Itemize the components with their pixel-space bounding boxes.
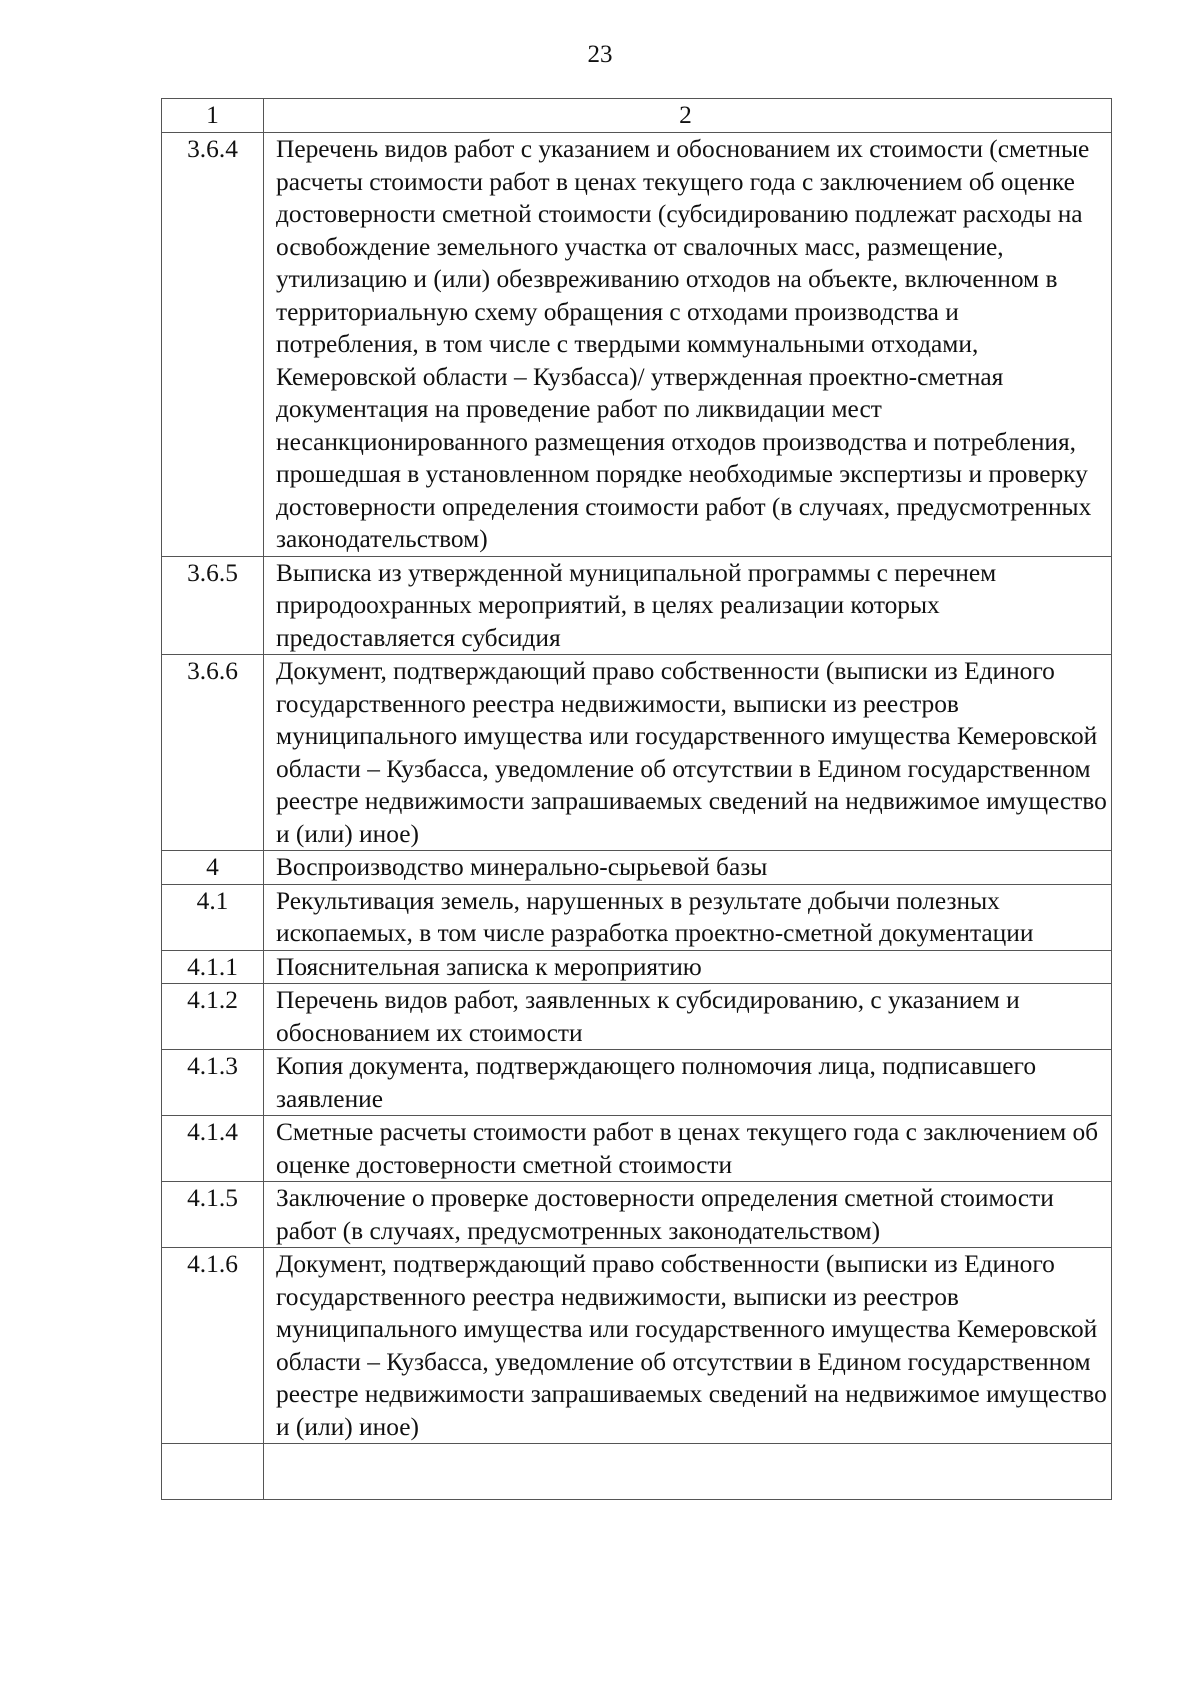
row-text: Воспроизводство минерально-сырьевой базы xyxy=(264,851,1112,885)
row-number: 4 xyxy=(162,851,264,885)
row-number: 4.1.4 xyxy=(162,1116,264,1182)
table-row xyxy=(162,950,1112,984)
row-number: 4.1.6 xyxy=(162,1248,264,1444)
table-row xyxy=(162,851,1112,885)
row-number: 4.1.3 xyxy=(162,1050,264,1116)
row-number: 3.6.4 xyxy=(162,133,264,557)
row-text: Выписка из утвержденной муниципальной программы с перечнем природоохранных мероприятий, в целях реализации которых предоставляется субсидия xyxy=(264,556,1112,655)
row-text: Рекультивация земель, нарушенных в результате добычи полезных ископаемых, в том числе разработка проектно-сметной документации xyxy=(264,884,1112,950)
row-text: Перечень видов работ с указанием и обоснованием их стоимости (сметные расчеты стоимости работ в ценах текущего года с заключением об оценке достоверности сметной стоимости (субсидированию подлежат расходы на освобождение земельного участка от свалочных масс, размещение, утилизацию и (или) обезвреживанию отходов на объекте, включенном в территориальную схему обращения с отходами производства и потребления, в том числе с твердыми коммунальными отходами, Кемеровской области – Кузбасса)/ утвержденная проектно-сметная документация на проведение работ по ликвидации мест несанкционированного размещения отходов производства и потребления, прошедшая в установленном порядке необходимые экспертизы и проверку достоверности определения стоимости работ (в случаях, предусмотренных законодательством) xyxy=(264,133,1112,557)
table-row xyxy=(162,1116,1112,1182)
table-row xyxy=(162,556,1112,655)
row-text: Перечень видов работ, заявленных к субсидированию, с указанием и обоснованием их стоимости xyxy=(264,984,1112,1050)
row-number: 3.6.6 xyxy=(162,655,264,851)
column-header-2: 2 xyxy=(264,99,1112,133)
table-row xyxy=(162,1050,1112,1116)
table-row xyxy=(162,1248,1112,1444)
row-text: Заключение о проверке достоверности определения сметной стоимости работ (в случаях, предусмотренных законодательством) xyxy=(264,1182,1112,1248)
table-empty-row xyxy=(162,1444,1112,1500)
row-number: 4.1 xyxy=(162,884,264,950)
table-row xyxy=(162,984,1112,1050)
row-text: Пояснительная записка к мероприятию xyxy=(264,950,1112,984)
empty-cell xyxy=(264,1444,1112,1500)
empty-cell xyxy=(162,1444,264,1500)
row-number: 4.1.1 xyxy=(162,950,264,984)
row-number: 4.1.5 xyxy=(162,1182,264,1248)
table-row xyxy=(162,1182,1112,1248)
column-header-1: 1 xyxy=(162,99,264,133)
row-text: Документ, подтверждающий право собственности (выписки из Единого государственного реестра недвижимости, выписки из реестров муниципального имущества или государственного имущества Кемеровской области – Кузбасса, уведомление об отсутствии в Едином государственном реестре недвижимости запрашиваемых сведений на недвижимое имущество и (или) иное) xyxy=(264,655,1112,851)
page-number: 23 xyxy=(587,41,613,68)
table-row xyxy=(162,133,1112,557)
table-row xyxy=(162,655,1112,851)
row-text: Копия документа, подтверждающего полномочия лица, подписавшего заявление xyxy=(264,1050,1112,1116)
row-number: 3.6.5 xyxy=(162,556,264,655)
row-number: 4.1.2 xyxy=(162,984,264,1050)
table-header-row xyxy=(162,99,1112,133)
table-row xyxy=(162,884,1112,950)
requirements-table xyxy=(161,98,1112,1500)
row-text: Сметные расчеты стоимости работ в ценах текущего года с заключением об оценке достоверности сметной стоимости xyxy=(264,1116,1112,1182)
row-text: Документ, подтверждающий право собственности (выписки из Единого государственного реестра недвижимости, выписки из реестров муниципального имущества или государственного имущества Кемеровской области – Кузбасса, уведомление об отсутствии в Едином государственном реестре недвижимости запрашиваемых сведений на недвижимое имущество и (или) иное) xyxy=(264,1248,1112,1444)
